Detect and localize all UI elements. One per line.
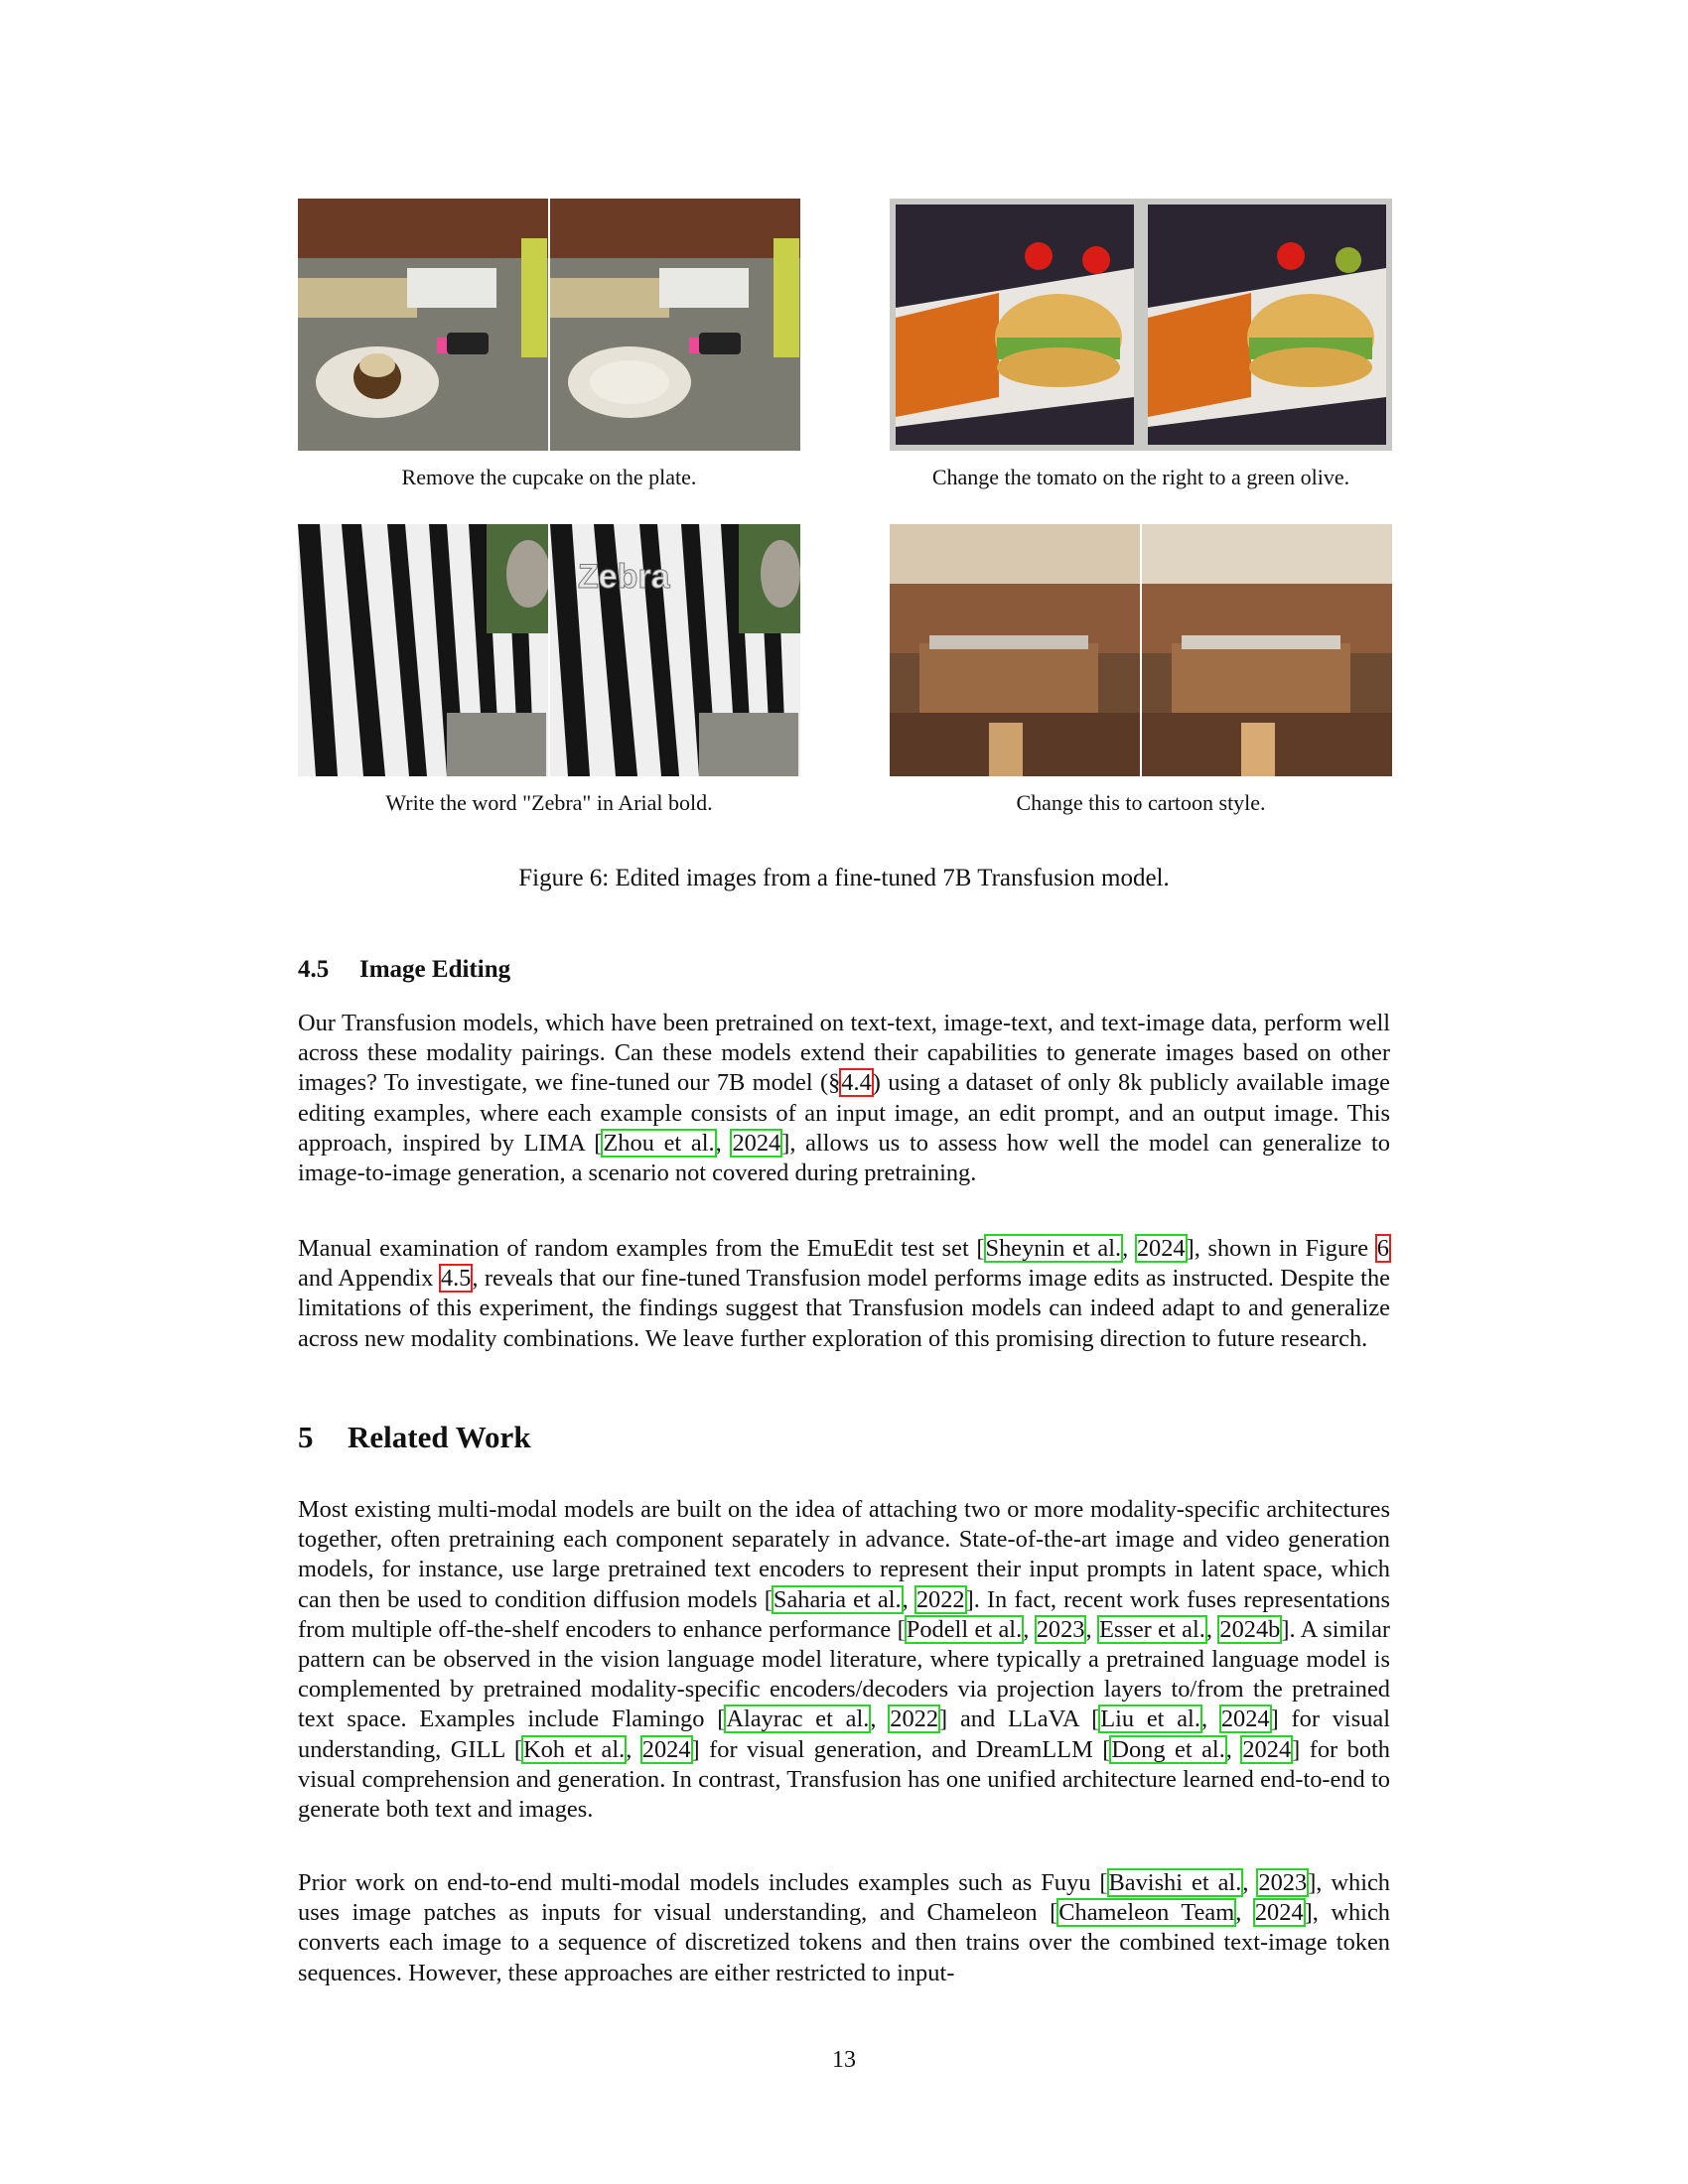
text: , reveals that our fine-tuned Transfusion model performs image edits as instructed. Despite the limitations of this experiment, the findings suggest that Transfusion models can indeed adapt to and generalize across new modality combinations. We leave further exploration of this promising direction to future research. (298, 1265, 1390, 1352)
citation-link[interactable]: Chameleon Team (1058, 1899, 1235, 1927)
paragraph (298, 1868, 1390, 1988)
section-title: Related Work (348, 1420, 531, 1454)
subsection-number: 4.5 (298, 956, 330, 983)
subsection-title: Image Editing (359, 956, 511, 983)
citation-year-link[interactable]: 2023 (1036, 1615, 1085, 1643)
citation-link[interactable]: Bavishi et al. (1108, 1869, 1242, 1896)
text: , (715, 1129, 732, 1157)
citation-link[interactable]: Alayrac et al. (726, 1706, 870, 1733)
section-heading (298, 1420, 1390, 1455)
figure-image-cupcake (298, 199, 800, 451)
section-4-5 (298, 955, 1390, 985)
paragraph-5-1-container (298, 1495, 1390, 1825)
figure-ref-link[interactable]: 6 (1376, 1235, 1389, 1262)
paragraph-4-5-2-container (298, 1234, 1390, 1354)
text: ], shown in Figure (1186, 1235, 1376, 1262)
figure-image-kitchen (890, 524, 1392, 776)
appendix-ref-link[interactable]: 4.5 (440, 1265, 472, 1293)
section-number: 5 (298, 1420, 314, 1454)
text: , (1085, 1615, 1098, 1643)
citation-year-link[interactable]: 2024 (1254, 1899, 1304, 1927)
figure-panel-caption: Remove the cupcake on the plate. (401, 465, 697, 489)
text: ] for both visual comprehension and generation. In contrast, Transfusion has one unified architecture learned end-to-end to generate both text and images. (298, 1735, 1390, 1824)
text: Manual examination of random examples from the EmuEdit test set [ (298, 1235, 985, 1262)
citation-year-link[interactable]: 2024b (1219, 1615, 1281, 1643)
text: , (1200, 1706, 1220, 1733)
text: and Appendix (298, 1265, 440, 1293)
paragraph (298, 1234, 1390, 1354)
paragraph (298, 1495, 1390, 1825)
citation-year-link[interactable]: 2023 (1258, 1869, 1308, 1896)
citation-year-link[interactable]: 2024 (1136, 1235, 1186, 1262)
text: , (1122, 1235, 1136, 1262)
text: ], which converts each image to a sequence of discretized tokens and then trains over the combined text-image token sequences. However, these approaches are either restricted to input- (298, 1899, 1390, 1986)
text: ]. In fact, recent work fuses representations from multiple off-the-shelf encoders to enhance performance [ (298, 1585, 1390, 1643)
citation-year-link[interactable]: 2024 (1242, 1735, 1292, 1763)
text: ]. A similar pattern can be observed in the vision language model literature, where typically a pretrained language model is complemented by pretrained modality-specific encoders/decoders via projection layers to/from the pretrained text space. Examples include Flamingo [ (298, 1615, 1391, 1733)
figure-image-zebra (298, 524, 800, 776)
text: ], allows us to assess how well the model can generalize to image-to-image generation, a scenario not covered during pretraining. (298, 1129, 1391, 1187)
paragraph (298, 1009, 1390, 1188)
citation-link[interactable]: Dong et al. (1111, 1735, 1225, 1763)
figure-caption: Figure 6: Edited images from a fine-tuned 7B Transfusion model. (518, 865, 1170, 891)
text: ) using a dataset of only 8k publicly available image editing examples, where each example consists of an input image, an edit prompt, and an output image. This approach, inspired by LIMA [ (298, 1069, 1390, 1157)
text: , (1225, 1735, 1242, 1763)
text: , (1023, 1615, 1036, 1643)
citation-year-link[interactable]: 2024 (1220, 1706, 1270, 1733)
text: ] for visual generation, and DreamLLM [ (691, 1735, 1111, 1763)
paragraph-4-5-1-container (298, 1009, 1390, 1188)
text: Most existing multi-modal models are built on the idea of attaching two or more modality-specific architectures together, often pretraining each component separately in advance. State-of-the-art image and video generation models, for instance, use large pretrained text encoders to represent their input prompts in latent space, which can then be used to condition diffusion models [ (298, 1496, 1390, 1613)
section-5 (298, 1420, 1390, 1455)
citation-link[interactable]: Koh et al. (522, 1735, 626, 1763)
citation-link[interactable]: Liu et al. (1100, 1706, 1200, 1733)
text: ] for visual understanding, GILL [ (298, 1706, 1390, 1763)
citation-year-link[interactable]: 2024 (641, 1735, 691, 1763)
citation-link[interactable]: Podell et al. (906, 1615, 1023, 1643)
text: , (1235, 1899, 1254, 1927)
figure-panel-caption: Change this to cartoon style. (1016, 790, 1266, 815)
zebra-overlay-text: Zebra (578, 558, 670, 596)
text: Prior work on end-to-end multi-modal models includes examples such as Fuyu [ (298, 1869, 1108, 1896)
citation-year-link[interactable]: 2022 (915, 1585, 965, 1613)
figure-panel-caption: Change the tomato on the right to a green olive. (931, 465, 1350, 489)
text: , (870, 1706, 890, 1733)
paragraph-5-2-container (298, 1868, 1390, 1988)
citation-link[interactable]: Esser et al. (1098, 1615, 1205, 1643)
subsection-heading (298, 955, 1390, 985)
text: ] and LLaVA [ (939, 1706, 1100, 1733)
citation-link[interactable]: Saharia et al. (773, 1585, 902, 1613)
citation-year-link[interactable]: 2024 (732, 1129, 781, 1157)
page-number: 13 (832, 2047, 856, 2073)
text: , (1242, 1869, 1258, 1896)
text: , (1205, 1615, 1219, 1643)
text: Our Transfusion models, which have been pretrained on text-text, image-text, and text-image data, perform well across these modality pairings. Can these models extend their capabilities to generate images based on other images? To investigate, we fine-tuned our 7B model (§ (298, 1010, 1390, 1097)
figure-panel-caption: Write the word "Zebra" in Arial bold. (385, 790, 713, 815)
text: , (626, 1735, 641, 1763)
citation-year-link[interactable]: 2022 (890, 1706, 939, 1733)
figure-image-sandwich (890, 199, 1392, 451)
text: ], which uses image patches as inputs for visual understanding, and Chameleon [ (298, 1869, 1390, 1927)
citation-link[interactable]: Zhou et al. (603, 1129, 715, 1157)
text: , (902, 1585, 915, 1613)
citation-link[interactable]: Sheynin et al. (985, 1235, 1122, 1262)
section-ref-link[interactable]: 4.4 (841, 1069, 872, 1097)
